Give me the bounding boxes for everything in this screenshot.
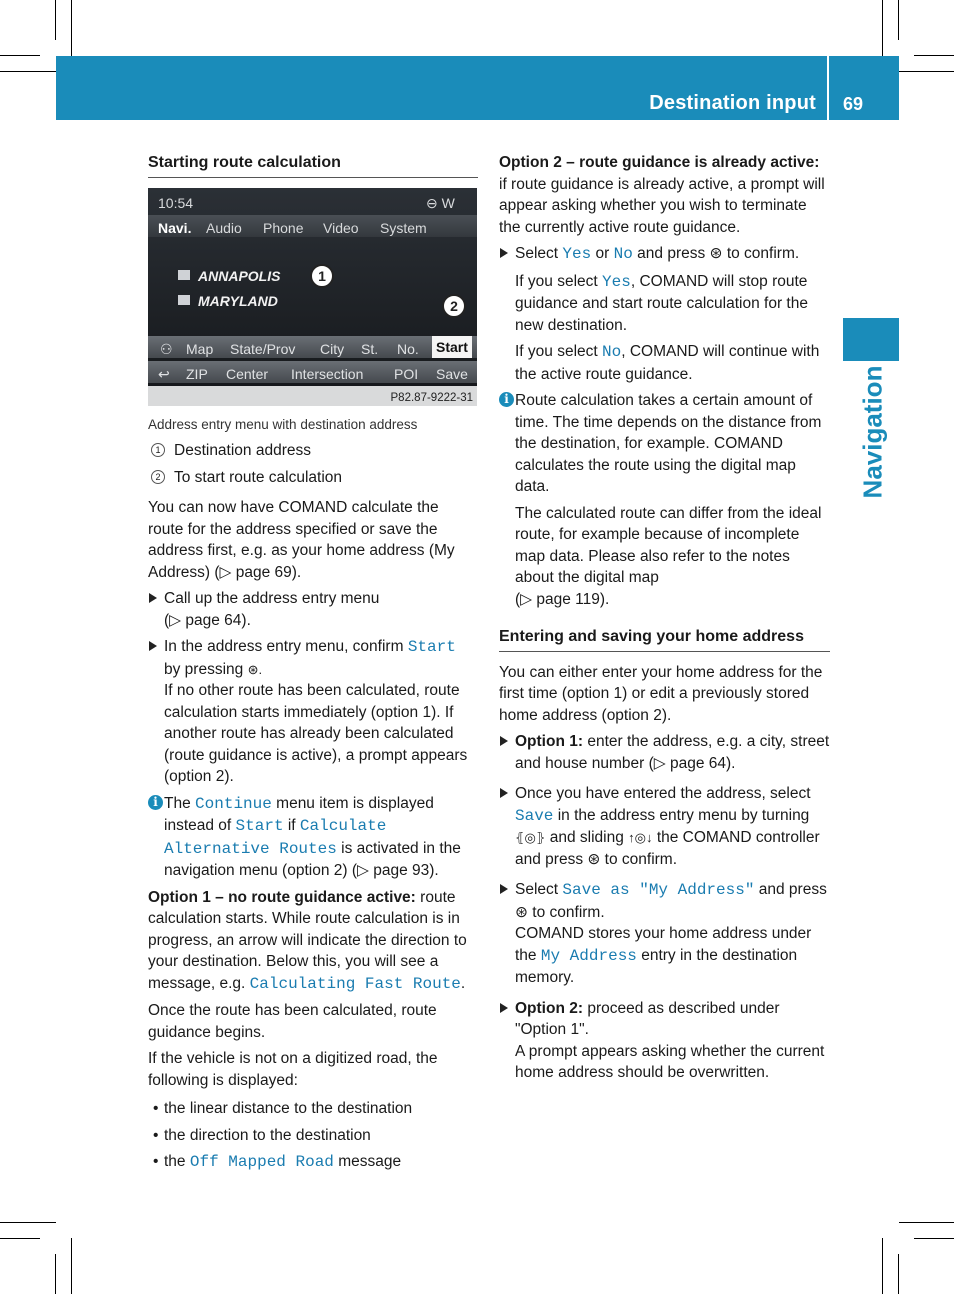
legend-item: 1 Destination address xyxy=(148,440,478,462)
compass-icon: ⊖ W xyxy=(426,194,455,211)
figure-caption: Address entry menu with destination address xyxy=(148,416,418,432)
comand-screenshot xyxy=(148,188,477,406)
crop-mark xyxy=(882,0,883,56)
option1-paragraph: Option 1 – no route guidance active: route calculation starts. While route calculation is in progress, an arrow will indicate the direction to your destination. Below this, you will see a message, e.g. Calculating Fast Route. xyxy=(148,888,467,993)
address-city: ANNAPOLIS xyxy=(198,267,281,284)
info-icon: i xyxy=(499,392,514,407)
intro-paragraph: You can now have COMAND calculate the route for the address specified or save the address first, e.g. as your home address (My Address) (▷ page 69). xyxy=(148,499,455,581)
route-begins-paragraph: Once the route has been calculated, route guidance begins. xyxy=(148,1002,437,1041)
legend-item: 2 To start route calculation xyxy=(148,467,478,489)
no-note: If you select No, COMAND will continue with the active route guidance. xyxy=(515,343,820,383)
page-number: 69 xyxy=(843,94,864,114)
menu-intersection: Intersection xyxy=(291,365,364,382)
crop-mark xyxy=(914,1238,954,1239)
step-select-yes-no: Select Yes or No and press ⊛ to confirm. xyxy=(499,243,830,266)
tab-phone: Phone xyxy=(263,219,304,236)
section-heading: Starting route calculation xyxy=(148,152,478,178)
image-footer xyxy=(148,386,477,406)
step-call-up: Call up the address entry menu (▷ page 64). xyxy=(148,588,478,631)
menu-save: Save xyxy=(436,365,468,382)
entry-bar-top xyxy=(148,336,477,358)
menu-street: St. xyxy=(361,340,379,357)
step-note: If no other route has been calculated, route calculation starts immediately (option 1). If another route has already been calculated (route guidance is active), a prompt appears (option 2). xyxy=(164,682,468,785)
menu-zip: ZIP xyxy=(186,365,208,382)
crop-mark xyxy=(898,1254,899,1294)
main-tabs xyxy=(148,215,477,237)
tab-audio: Audio xyxy=(206,219,242,236)
callout-1: 1 xyxy=(310,264,334,288)
clock: 10:54 xyxy=(158,194,194,211)
info-note-continued: The calculated route can differ from the ideal route, for example because of incomplete map data. Please also refer to the notes about the digital map (▷ page 119). xyxy=(515,504,822,608)
crop-mark xyxy=(55,1254,56,1294)
menu-center: Center xyxy=(226,365,269,382)
save-note: COMAND stores your home address under the My Address entry in the destination memory. xyxy=(515,925,812,986)
crop-mark xyxy=(0,1222,56,1223)
home-intro: You can either enter your home address for the first time (option 1) or edit a previously stored home address (option 2). xyxy=(499,663,823,724)
tab-system: System xyxy=(380,219,427,236)
crop-mark xyxy=(55,0,56,40)
city-icon xyxy=(178,270,190,280)
section-title: Destination input xyxy=(649,92,816,114)
yes-note: If you select Yes, COMAND will stop route guidance and start route calculation for the new destination. xyxy=(515,272,808,334)
info-icon: i xyxy=(148,795,163,810)
right-column xyxy=(499,152,830,1089)
people-icon: ⚇ xyxy=(160,340,173,357)
back-icon: ↩ xyxy=(158,365,170,382)
crop-mark xyxy=(899,1222,954,1223)
menu-number: No. xyxy=(397,340,419,357)
menu-poi: POI xyxy=(394,365,419,382)
tab-navi: Navi. xyxy=(158,219,192,236)
crop-mark xyxy=(899,71,954,72)
header-divider xyxy=(827,56,829,120)
chapter-tab xyxy=(843,318,899,361)
step-confirm-start: In the address entry menu, confirm Start by pressing ⊛. xyxy=(148,636,478,680)
image-reference: P82.87-9222-31 xyxy=(390,391,473,404)
step-option2: Option 2: proceed as described under "Option 1". xyxy=(499,998,830,1041)
menu-city: City xyxy=(320,340,345,357)
left-column xyxy=(148,152,478,1179)
tab-video: Video xyxy=(323,219,359,236)
info-note: i Route calculation takes a certain amount of time. The time depends on the distance from the destination, for example. COMAND calculates the route using the digital map data. xyxy=(499,390,830,498)
crop-mark xyxy=(914,55,954,56)
menu-map: Map xyxy=(186,340,214,357)
overwrite-note: A prompt appears asking whether the current home address should be overwritten. xyxy=(515,1042,825,1081)
entry-bar-bottom xyxy=(148,361,477,383)
state-icon xyxy=(178,295,190,305)
step-save-my-address: Select Save as "My Address" and press ⊛ to confirm. xyxy=(499,879,830,923)
crop-mark xyxy=(898,0,899,40)
crop-mark xyxy=(0,1238,40,1239)
address-state: MARYLAND xyxy=(198,292,278,309)
chapter-label: Navigation xyxy=(857,365,888,499)
list-item: • the Off Mapped Road message xyxy=(148,1151,478,1174)
crop-mark xyxy=(71,0,72,56)
section-heading: Entering and saving your home address xyxy=(499,626,830,652)
step-option1: Option 1: enter the address, e.g. a city, street and house number (▷ page 64). xyxy=(499,731,830,774)
step-select-save: Once you have entered the address, select Save in the address entry menu by turning ⦃◎⦄ and sliding ↑◎↓ the COMAND controller and press ⊛ to confirm. xyxy=(499,783,830,870)
menu-start: Start xyxy=(432,336,472,358)
not-digitized-paragraph: If the vehicle is not on a digitized road, the following is displayed: xyxy=(148,1050,438,1089)
crop-mark xyxy=(0,55,40,56)
option2-paragraph: Option 2 – route guidance is already active: if route guidance is already active, a prompt will appear asking whether you wish to terminate the currently active route guidance. xyxy=(499,154,825,236)
callout-2: 2 xyxy=(442,294,466,318)
crop-mark xyxy=(882,1238,883,1294)
list-item: • the linear distance to the destination xyxy=(148,1098,478,1120)
crop-mark xyxy=(71,1238,72,1294)
info-note: i The Continue menu item is displayed instead of Start if Calculate Alternative Routes is activated in the navigation menu (option 2) (▷ page 93). xyxy=(148,793,478,882)
crop-mark xyxy=(0,71,56,72)
list-item: • the direction to the destination xyxy=(148,1125,478,1147)
menu-state: State/Prov xyxy=(230,340,296,357)
